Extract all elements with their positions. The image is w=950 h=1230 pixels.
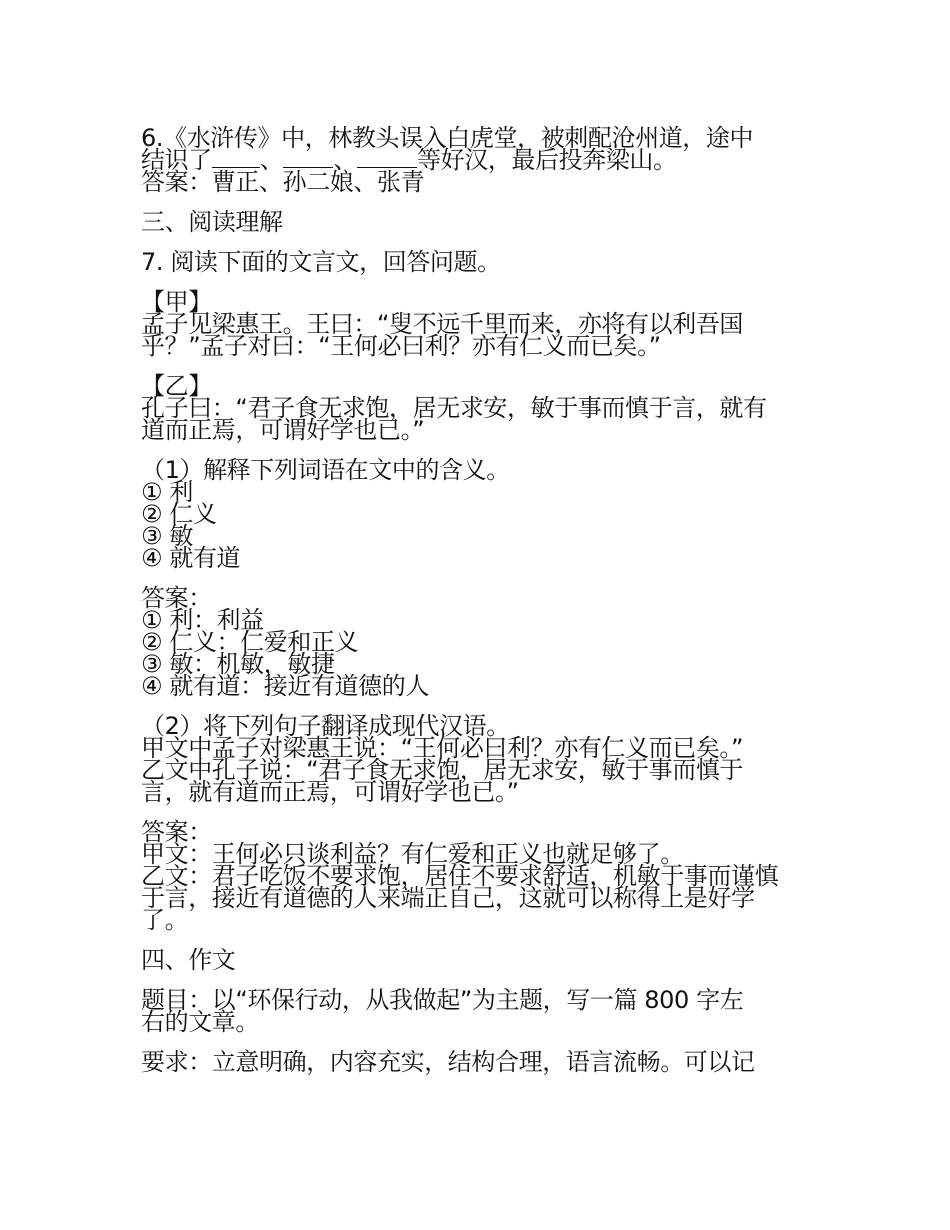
blank-separator-1: 、 [259,146,284,174]
term-item: ① 利 [141,478,193,506]
essay-topic-line-2: 右的文章。 [141,1008,259,1036]
passage-yi-line-1: 孔子曰：“君子食无求饱，居无求安，敏于事而慎于言，就有 [141,394,767,422]
translation-answer: 了。 [141,906,189,934]
sub-question-2-prompt: （2）将下列句子翻译成现代汉语。 [141,712,510,740]
q6-line-2-suffix: 等好汉，最后投奔梁山。 [417,146,677,174]
sub-question-1-prompt: （1）解释下列词语在文中的含义。 [141,456,510,484]
translation-answer: 乙文：君子吃饭不要求饱，居住不要求舒适，机敏于事而谨慎 [141,862,779,890]
passage-jia-label: 【甲】 [141,288,212,316]
translation-sentence: 甲文中孟子对梁惠王说：“王何必曰利？亦有仁义而已矣。” [141,734,744,762]
document-page [141,124,821,1076]
translation-answer: 于言，接近有道德的人来端正自己，这就可以称得上是好学 [141,884,755,912]
fill-blank-1 [212,151,260,168]
term-answer: ② 仁义：仁爱和正义 [141,628,359,656]
q6-line-2-prefix: 结识了 [141,146,212,174]
term-item: ④ 就有道 [141,544,241,572]
q7-prompt: 7. 阅读下面的文言文，回答问题。 [141,248,501,276]
passage-jia-line-2: 乎？”孟子对曰：“王何必曰利？亦有仁义而已矣。” [141,332,661,360]
section-4-heading: 四、作文 [141,946,236,974]
essay-topic-line-1: 题目：以“环保行动，从我做起”为主题，写一篇 800 字左 [141,986,744,1014]
translation-sentence: 乙文中孔子说：“君子食无求饱，居无求安，敏于事而慎于 [141,756,744,784]
translation-answer: 甲文：王何必只谈利益？有仁爱和正义也就足够了。 [141,840,684,868]
passage-yi-line-2: 道而正焉，可谓好学也已。” [141,416,425,444]
translation-sentence: 言，就有道而正焉，可谓好学也已。” [141,778,519,806]
fill-blank-2 [283,151,333,168]
term-answer: ① 利：利益 [141,606,264,634]
passage-yi-label: 【乙】 [141,372,212,400]
sub-question-2-answer-label: 答案： [141,818,212,846]
q6-answer: 答案：曹正、孙二娘、张青 [141,168,425,196]
fill-blank-3 [357,151,417,168]
term-answer: ③ 敏：机敏，敏捷 [141,650,335,678]
term-item: ② 仁义 [141,500,217,528]
essay-requirement: 要求：立意明确，内容充实，结构合理，语言流畅。可以记 [141,1048,755,1076]
q6-line-1: 6.《水浒传》中，林教头误入白虎堂，被刺配沧州道，途中 [141,124,754,152]
section-3-heading: 三、阅读理解 [141,208,283,236]
sub-question-1-answer-label: 答案： [141,584,212,612]
term-item: ③ 敏 [141,522,193,550]
blank-separator-2: 、 [333,146,358,174]
term-answer: ④ 就有道：接近有道德的人 [141,672,429,700]
passage-jia-line-1: 孟子见梁惠王。王曰：“叟不远千里而来，亦将有以利吾国 [141,310,744,338]
